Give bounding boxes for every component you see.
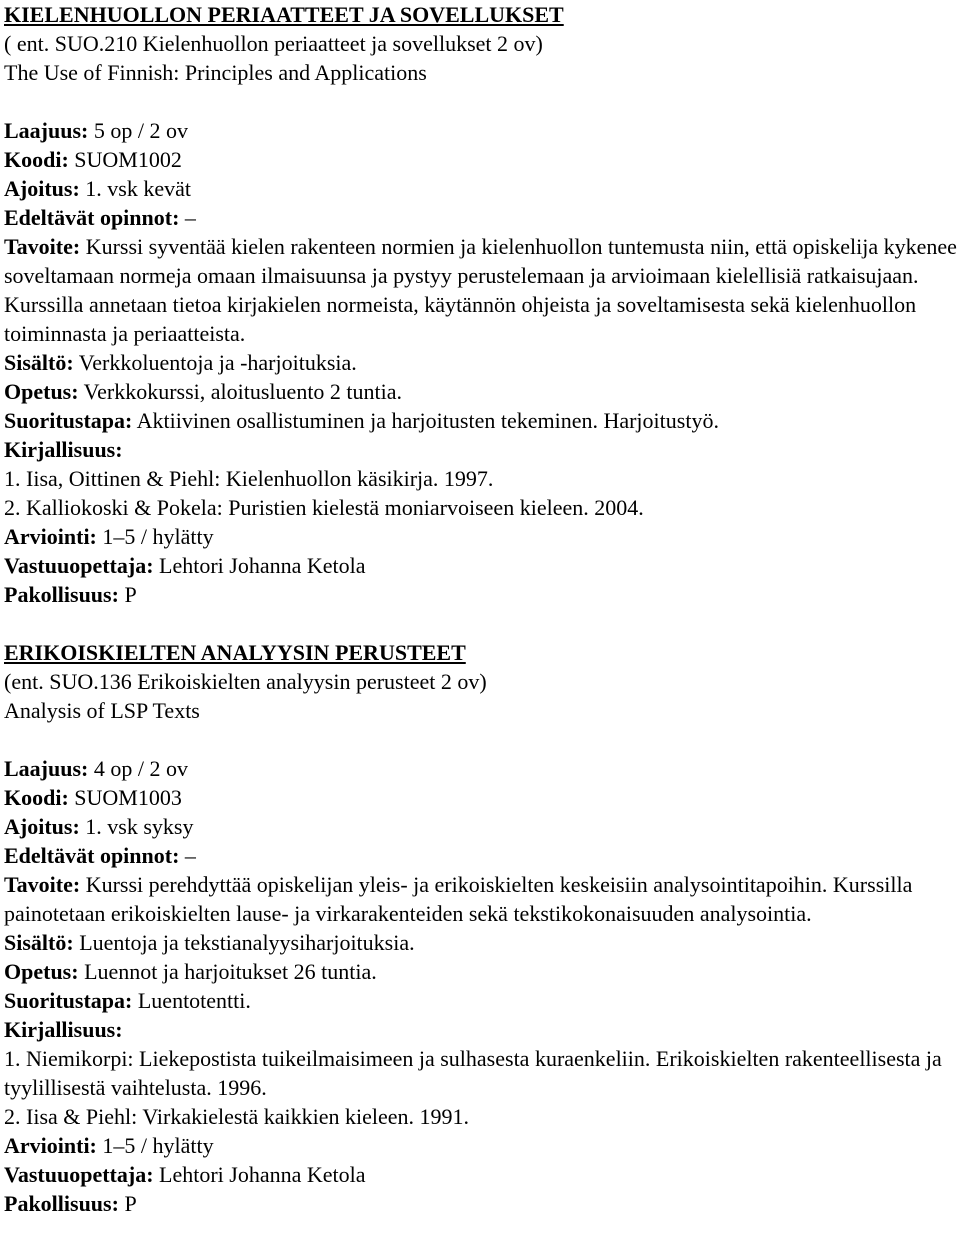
laajuus-row	[4, 116, 960, 145]
koodi-label: Koodi:	[4, 147, 69, 172]
opetus-row	[4, 957, 960, 986]
suoritustapa-label: Suoritustapa:	[4, 408, 133, 433]
opetus-row	[4, 377, 960, 406]
arviointi-value: 1–5 / hylätty	[102, 1133, 214, 1158]
edeltavat-row	[4, 203, 960, 232]
tavoite-value: Kurssi perehdyttää opiskelijan yleis- ja erikoiskielten keskeisiin analysointitapoihin. Kurssilla painotetaan erikoiskielten lause- ja virkarakenteiden sekä tekstikokonaisuuden analysointia.	[4, 872, 913, 926]
kirjallisuus-row	[4, 1015, 960, 1044]
vastuuopettaja-value: Lehtori Johanna Ketola	[159, 1162, 366, 1187]
spacer	[4, 609, 960, 638]
sisalto-row	[4, 348, 960, 377]
former-course-code: ( ent. SUO.210 Kielenhuollon periaatteet ja sovellukset 2 ov)	[4, 31, 543, 56]
ajoitus-value: 1. vsk kevät	[85, 176, 191, 201]
sisalto-label: Sisältö:	[4, 930, 74, 955]
kirjallisuus-label: Kirjallisuus:	[4, 1017, 123, 1042]
koodi-row	[4, 145, 960, 174]
suoritustapa-row	[4, 406, 960, 435]
pakollisuus-label: Pakollisuus:	[4, 1191, 119, 1216]
literature-item: 1. Niemikorpi: Liekepostista tuikeilmaisimeen ja sulhasesta kuraenkeliin. Erikoiskielten rakenteellisesta ja tyylillisestä vaihtelusta. 1996.	[4, 1046, 942, 1100]
edeltavat-value: –	[184, 205, 196, 230]
sisalto-value: Verkkoluentoja ja -harjoituksia.	[78, 350, 357, 375]
suoritustapa-label: Suoritustapa:	[4, 988, 133, 1013]
ajoitus-row	[4, 174, 960, 203]
laajuus-value: 4 op / 2 ov	[93, 756, 188, 781]
vastuuopettaja-row	[4, 1160, 960, 1189]
suoritustapa-value: Aktiivinen osallistuminen ja harjoitusten tekeminen. Harjoitustyö.	[136, 408, 719, 433]
vastuuopettaja-label: Vastuuopettaja:	[4, 1162, 154, 1187]
laajuus-label: Laajuus:	[4, 756, 89, 781]
arviointi-row	[4, 1131, 960, 1160]
edeltavat-row	[4, 841, 960, 870]
opetus-label: Opetus:	[4, 379, 79, 404]
kirjallisuus-row	[4, 435, 960, 464]
sisalto-value: Luentoja ja tekstianalyysiharjoituksia.	[79, 930, 415, 955]
vastuuopettaja-value: Lehtori Johanna Ketola	[159, 553, 366, 578]
arviointi-value: 1–5 / hylätty	[102, 524, 214, 549]
edeltavat-label: Edeltävät opinnot:	[4, 205, 180, 230]
suoritustapa-value: Luentotentti.	[137, 988, 251, 1013]
laajuus-row	[4, 754, 960, 783]
vastuuopettaja-label: Vastuuopettaja:	[4, 553, 154, 578]
arviointi-label: Arviointi:	[4, 1133, 97, 1158]
course-section	[4, 0, 960, 609]
pakollisuus-label: Pakollisuus:	[4, 582, 119, 607]
koodi-label: Koodi:	[4, 785, 69, 810]
koodi-row	[4, 783, 960, 812]
edeltavat-value: –	[184, 843, 196, 868]
spacer	[4, 87, 960, 116]
opetus-value: Verkkokurssi, aloitusluento 2 tuntia.	[83, 379, 403, 404]
opetus-label: Opetus:	[4, 959, 79, 984]
laajuus-label: Laajuus:	[4, 118, 89, 143]
spacer	[4, 725, 960, 754]
tavoite-row	[4, 232, 960, 348]
tavoite-row	[4, 870, 960, 928]
sisalto-label: Sisältö:	[4, 350, 74, 375]
opetus-value: Luennot ja harjoitukset 26 tuntia.	[84, 959, 377, 984]
course-section	[4, 638, 960, 1218]
pakollisuus-value: P	[124, 582, 137, 607]
suoritustapa-row	[4, 986, 960, 1015]
ajoitus-label: Ajoitus:	[4, 176, 80, 201]
sisalto-row	[4, 928, 960, 957]
edeltavat-label: Edeltävät opinnot:	[4, 843, 180, 868]
pakollisuus-row	[4, 580, 960, 609]
arviointi-label: Arviointi:	[4, 524, 97, 549]
koodi-value: SUOM1002	[74, 147, 182, 172]
pakollisuus-row	[4, 1189, 960, 1218]
ajoitus-label: Ajoitus:	[4, 814, 80, 839]
pakollisuus-value: P	[124, 1191, 137, 1216]
course-title: KIELENHUOLLON PERIAATTEET JA SOVELLUKSET	[4, 2, 564, 27]
course-title: ERIKOISKIELTEN ANALYYSIN PERUSTEET	[4, 640, 466, 665]
ajoitus-value: 1. vsk syksy	[85, 814, 194, 839]
literature-item: 2. Kalliokoski & Pokela: Puristien kielestä moniarvoiseen kieleen. 2004.	[4, 495, 644, 520]
literature-item: 2. Iisa & Piehl: Virkakielestä kaikkien kieleen. 1991.	[4, 1104, 470, 1129]
arviointi-row	[4, 522, 960, 551]
tavoite-label: Tavoite:	[4, 234, 81, 259]
kirjallisuus-label: Kirjallisuus:	[4, 437, 123, 462]
koodi-value: SUOM1003	[74, 785, 182, 810]
former-course-code: (ent. SUO.136 Erikoiskielten analyysin perusteet 2 ov)	[4, 669, 487, 694]
ajoitus-row	[4, 812, 960, 841]
laajuus-value: 5 op / 2 ov	[93, 118, 188, 143]
vastuuopettaja-row	[4, 551, 960, 580]
tavoite-value: Kurssi syventää kielen rakenteen normien ja kielenhuollon tuntemusta niin, että opiskelija kykenee soveltamaan normeja omaan ilmaisuunsa ja pystyy perustelemaan ja arvioimaan kielellisiä ratkaisujaan. Kurssilla annetaan tietoa kirjakielen normeista, käytännön ohjeista ja soveltamisesta sekä kielenhuollon toiminnasta ja periaatteista.	[4, 234, 957, 346]
literature-item: 1. Iisa, Oittinen & Piehl: Kielenhuollon käsikirja. 1997.	[4, 466, 494, 491]
english-title: The Use of Finnish: Principles and Applications	[4, 60, 427, 85]
english-title: Analysis of LSP Texts	[4, 698, 200, 723]
tavoite-label: Tavoite:	[4, 872, 81, 897]
